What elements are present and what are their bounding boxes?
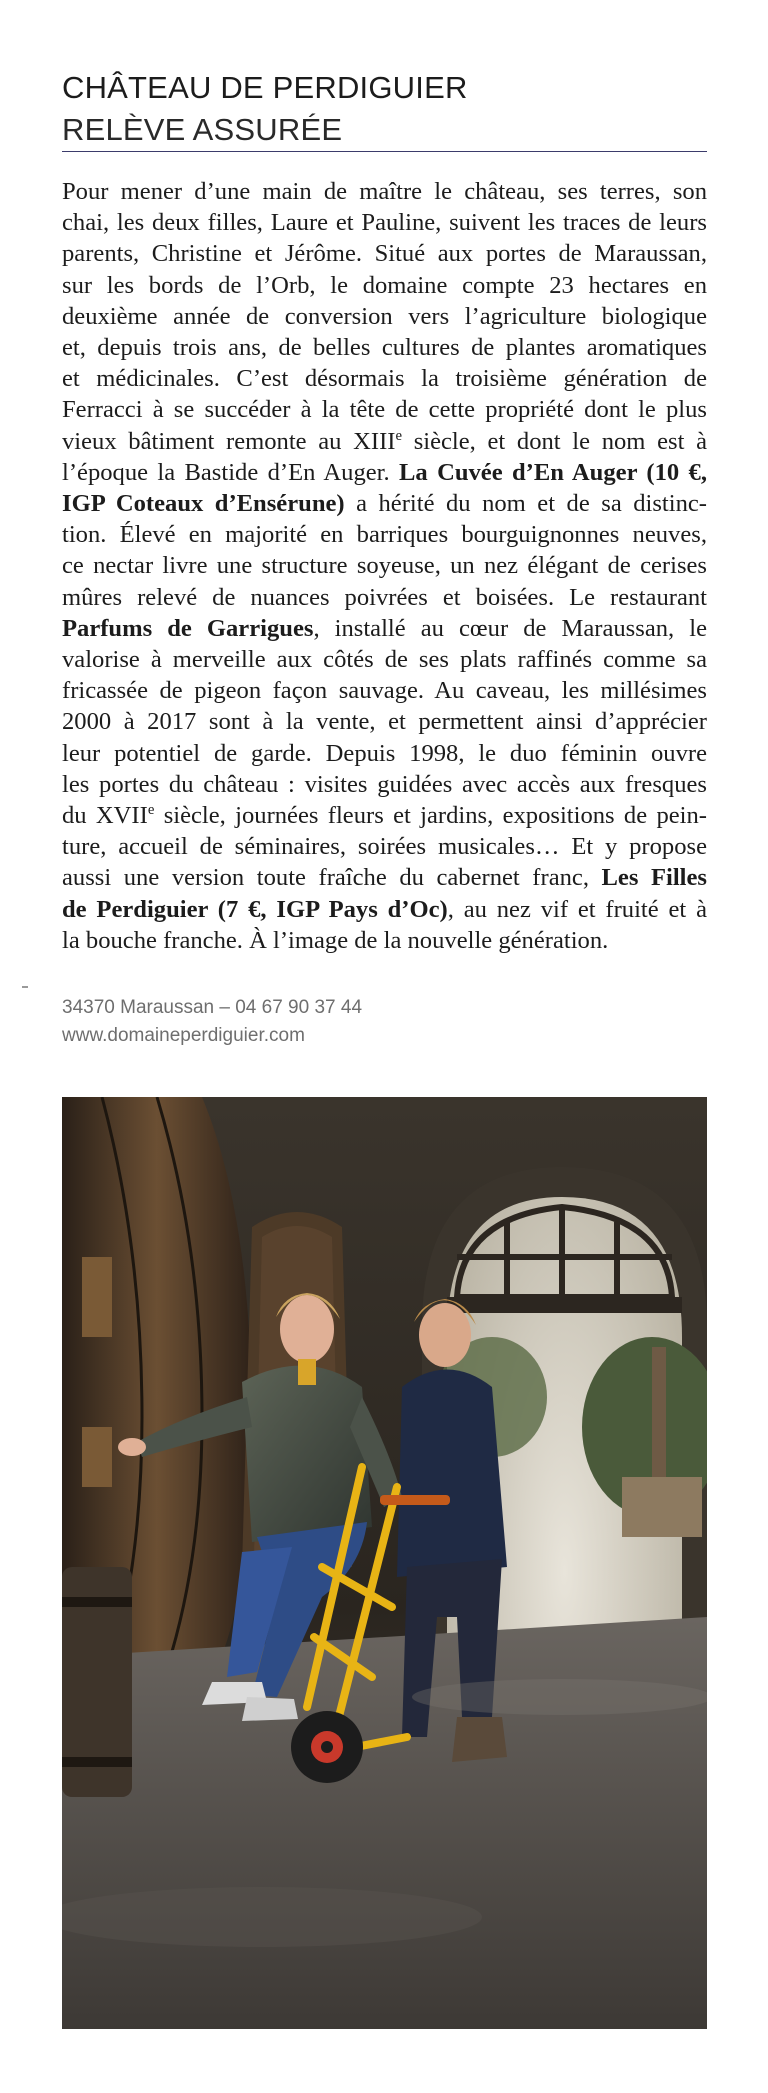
body-line: ture, accueil de séminaires, soirées musicales… Et y propose	[62, 833, 707, 861]
body-line	[62, 800, 707, 831]
title-divider	[62, 151, 707, 152]
body-line: leur potentiel de garde. Depuis 1998, le duo féminin ouvre	[62, 739, 707, 767]
article-photo	[62, 1097, 707, 2029]
body-line	[62, 894, 707, 925]
body-line: sur les bords de l’Orb, le domaine compte 23 hectares en	[62, 271, 707, 299]
body-line	[62, 457, 707, 488]
body-text: , au nez vif et fruité et à	[447, 895, 707, 923]
wine-appellation-enserune: IGP Coteaux d’Ensérune)	[62, 490, 345, 518]
body-line: Ferracci à se succéder à la tête de cette propriété dont le plus	[62, 396, 707, 424]
body-text: l’époque la Bastide d’En Auger.	[62, 458, 400, 486]
wine-name-en-auger: La Cuvée d’En Auger (10 €,	[399, 458, 707, 486]
contact-address: 34370 Maraussan – 04 67 90 37 44	[62, 997, 363, 1018]
body-line: tion. Élevé en majorité en barriques bourguignonnes neuves,	[62, 521, 707, 549]
body-text: du XVII	[62, 802, 148, 830]
body-line: valorise à merveille aux côtés de ses plats raffinés comme sa	[62, 646, 707, 674]
body-text: aussi une version toute fraîche du cabernet franc,	[62, 864, 602, 892]
margin-mark	[22, 986, 28, 988]
body-line: et médicinales. C’est désormais la troisième génération de	[62, 365, 707, 393]
body-line: mûres relevé de nuances poivrées et boisées. Le restaurant	[62, 583, 707, 611]
body-line: 2000 à 2017 sont à la vente, et permettent ainsi d’apprécier	[62, 708, 707, 736]
superscript: e	[147, 802, 155, 819]
article-title: CHÂTEAU DE PERDIGUIER	[62, 70, 468, 105]
wine-name-filles: Les Filles	[601, 864, 707, 892]
body-line: et, depuis trois ans, de belles cultures de plantes aromatiques	[62, 334, 707, 362]
body-line: Pour mener d’une main de maître le château, ses terres, son	[62, 178, 707, 205]
body-text: a hérité du nom et de sa distinc-	[344, 490, 707, 518]
body-line: fricassée de pigeon façon sauvage. Au caveau, les millésimes	[62, 677, 707, 705]
body-line	[62, 862, 707, 893]
cellar-photo-illustration	[62, 1097, 707, 2029]
body-text: vieux bâtiment remonte au XIII	[62, 427, 396, 455]
body-line: les portes du château : visites guidées avec accès aux fresques	[62, 770, 707, 798]
body-line	[62, 613, 707, 644]
body-line	[62, 426, 707, 457]
body-text: siècle, journées fleurs et jardins, expositions de pein-	[154, 802, 707, 830]
body-line: chai, les deux filles, Laure et Pauline, suivent les traces de leurs	[62, 209, 707, 237]
superscript: e	[395, 427, 403, 444]
body-text: siècle, et dont le nom est à	[402, 427, 707, 455]
body-line: la bouche franche. À l’image de la nouvelle génération.	[62, 926, 609, 954]
wine-name-filles-cont: de Perdiguier (7 €, IGP Pays d’Oc)	[62, 895, 448, 923]
contact-website: www.domaineperdiguier.com	[62, 1025, 305, 1046]
body-line	[62, 488, 707, 519]
article-body	[62, 176, 707, 956]
body-line: parents, Christine et Jérôme. Situé aux portes de Maraussan,	[62, 240, 707, 268]
restaurant-name: Parfums de Garrigues	[62, 614, 314, 642]
body-text: , installé au cœur de Maraussan, le	[313, 614, 707, 642]
body-line: ce nectar livre une structure soyeuse, un nez élégant de cerises	[62, 552, 707, 580]
article-subtitle: RELÈVE ASSURÉE	[62, 112, 343, 147]
body-line: deuxième année de conversion vers l’agriculture biologique	[62, 302, 707, 330]
